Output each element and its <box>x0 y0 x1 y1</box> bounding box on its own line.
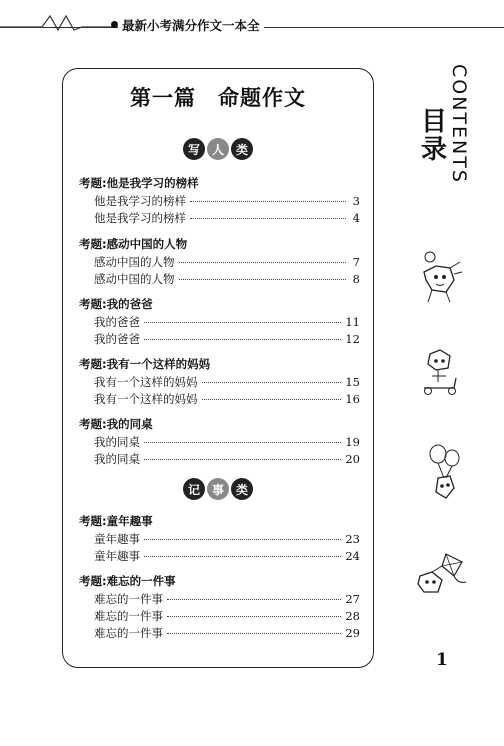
toc-entry[interactable] <box>94 374 360 390</box>
leader-dots <box>179 262 347 263</box>
page-ref: 20 <box>345 452 360 466</box>
entry-label: 我的同桌 <box>94 452 140 466</box>
page-ref: 11 <box>345 315 360 329</box>
mulu-heading <box>421 108 447 164</box>
leader-dots <box>202 399 342 400</box>
mulu-char: 目 <box>421 107 448 137</box>
page-ref: 27 <box>345 592 360 606</box>
page-ref: 4 <box>352 211 360 225</box>
topic-title[interactable]: 考题:我有一个这样的妈妈 <box>79 357 211 371</box>
toc-entry[interactable] <box>94 331 360 347</box>
entry-label: 童年趣事 <box>94 532 140 546</box>
entry-label: 我的同桌 <box>94 435 140 449</box>
leader-dots <box>144 539 341 540</box>
page-ref: 29 <box>345 626 360 640</box>
topic-title[interactable]: 考题:难忘的一件事 <box>79 574 176 588</box>
leader-dots <box>144 322 341 323</box>
page-ref: 7 <box>352 255 360 269</box>
toc-entry[interactable] <box>94 531 360 547</box>
category-char: 人 <box>207 138 229 160</box>
page-ref: 12 <box>345 332 360 346</box>
category-char: 记 <box>183 478 205 500</box>
entry-label: 我的爸爸 <box>94 332 140 346</box>
part-title: 第一篇 命题作文 <box>130 86 306 110</box>
toc-entry[interactable] <box>94 391 360 407</box>
cartoon-star-kid-ball-icon <box>416 250 466 308</box>
category-char: 写 <box>183 138 205 160</box>
category-badge-people <box>62 138 374 160</box>
toc-entry[interactable] <box>94 625 360 641</box>
leader-dots <box>144 459 341 460</box>
topic-title[interactable]: 考题:我的爸爸 <box>79 297 153 311</box>
entry-label: 他是我学习的榜样 <box>94 211 186 225</box>
page-number: 1 <box>436 650 448 670</box>
book-title: 最新小考满分作文一本全 <box>118 16 264 34</box>
page-ref: 16 <box>345 392 360 406</box>
page-ref: 19 <box>345 435 360 449</box>
entry-label: 感动中国的人物 <box>94 255 175 269</box>
header-zigzag-decoration <box>0 6 120 36</box>
category-char: 类 <box>231 138 253 160</box>
page-ref: 23 <box>345 532 360 546</box>
entry-label: 难忘的一件事 <box>94 592 163 606</box>
toc-entry[interactable] <box>94 314 360 330</box>
leader-dots <box>167 599 341 600</box>
cartoon-balloon-kid-icon <box>424 444 466 506</box>
entry-label: 我有一个这样的妈妈 <box>94 375 198 389</box>
entry-label: 难忘的一件事 <box>94 609 163 623</box>
leader-dots <box>167 633 341 634</box>
entry-label: 难忘的一件事 <box>94 626 163 640</box>
leader-dots <box>202 382 342 383</box>
topic-title[interactable]: 考题:感动中国的人物 <box>79 237 188 251</box>
entry-label: 感动中国的人物 <box>94 272 175 286</box>
toc-entry[interactable] <box>94 608 360 624</box>
leader-dots <box>167 616 341 617</box>
toc-entry[interactable] <box>94 210 360 226</box>
leader-dots <box>179 279 347 280</box>
entry-label: 他是我学习的榜样 <box>94 194 186 208</box>
leader-dots <box>144 556 341 557</box>
toc-entry[interactable] <box>94 591 360 607</box>
cartoon-scooter-kid-icon <box>418 348 464 398</box>
contents-heading: CONTENTS <box>448 64 470 184</box>
topic-title[interactable]: 考题:他是我学习的榜样 <box>79 176 199 190</box>
topic-title[interactable]: 考题:童年趣事 <box>79 514 153 528</box>
page-ref: 3 <box>352 194 360 208</box>
page-ref: 28 <box>345 609 360 623</box>
header-bullet <box>111 21 118 28</box>
cartoon-kite-kid-icon <box>412 552 472 600</box>
entry-label: 童年趣事 <box>94 549 140 563</box>
toc-entry[interactable] <box>94 254 360 270</box>
page-ref: 15 <box>345 375 360 389</box>
leader-dots <box>144 339 341 340</box>
toc-entry[interactable] <box>94 193 360 209</box>
toc-entry[interactable] <box>94 434 360 450</box>
entry-label: 我有一个这样的妈妈 <box>94 392 198 406</box>
mulu-char: 录 <box>421 135 448 165</box>
page-ref: 24 <box>345 549 360 563</box>
toc-entry[interactable] <box>94 451 360 467</box>
leader-dots <box>190 218 346 219</box>
entry-label: 我的爸爸 <box>94 315 140 329</box>
category-char: 事 <box>207 478 229 500</box>
topic-title[interactable]: 考题:我的同桌 <box>79 417 153 431</box>
toc-entry[interactable] <box>94 271 360 287</box>
page-ref: 8 <box>352 272 360 286</box>
leader-dots <box>190 201 346 202</box>
category-badge-events <box>62 478 374 500</box>
category-char: 类 <box>231 478 253 500</box>
leader-dots <box>144 442 341 443</box>
toc-entry[interactable] <box>94 548 360 564</box>
